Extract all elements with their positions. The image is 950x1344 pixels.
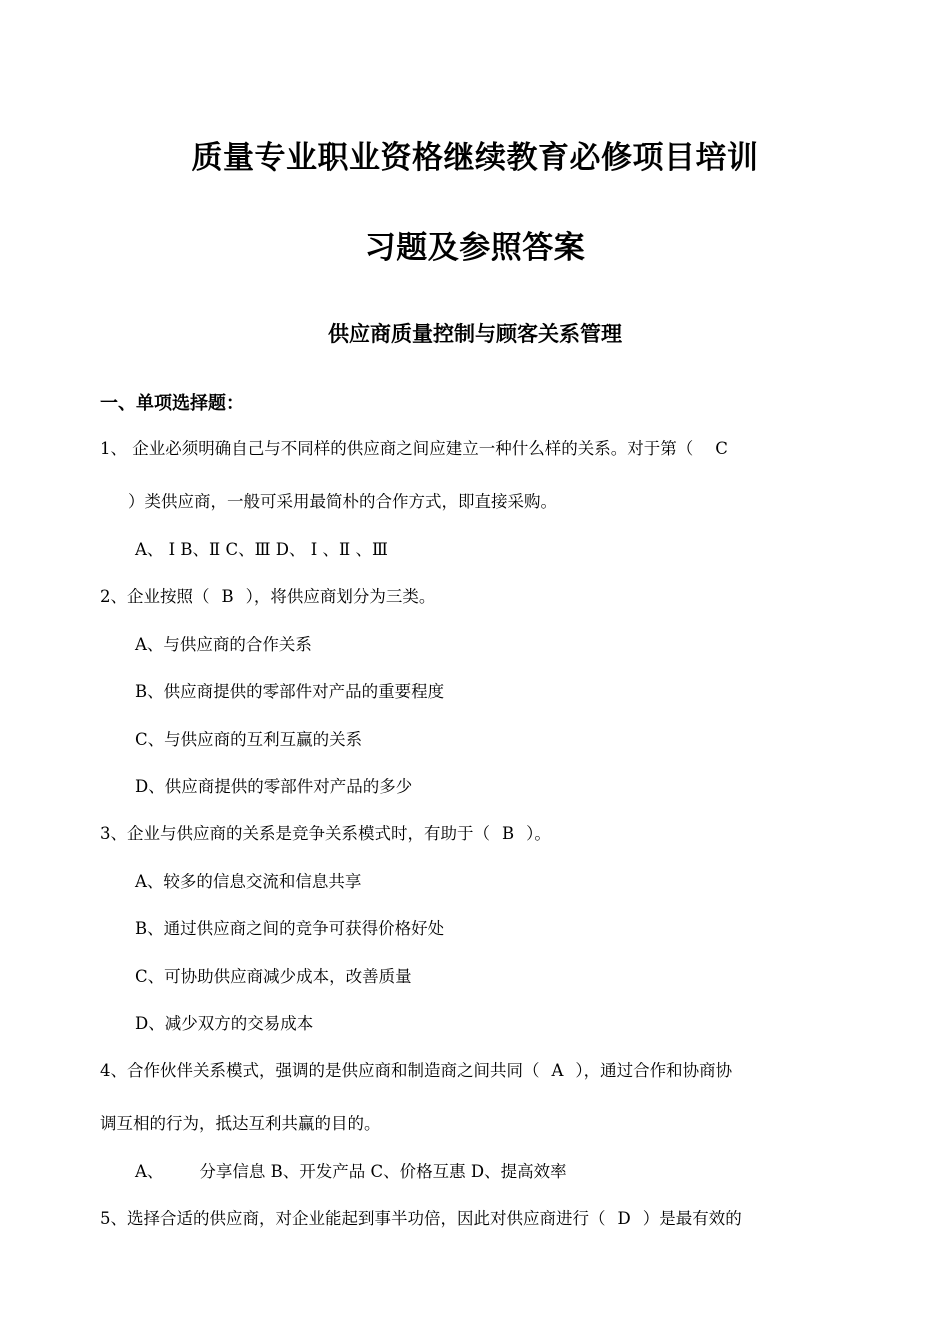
question-1-stem (100, 438, 740, 460)
question-2-stem (100, 586, 435, 608)
question-5-stem (100, 1208, 742, 1230)
question-4-stem-part-2: ），通过合作和协商协 (575, 1061, 733, 1080)
question-3-option-c: C、可协助供应商减少成本，改善质量 (135, 967, 412, 986)
question-5-stem-part-1: 5、选择合适的供应商，对企业能起到事半功倍，因此对供应商进行（ (100, 1209, 606, 1228)
question-4-options (135, 1161, 567, 1183)
question-4-option-a-label: A、 (135, 1162, 164, 1181)
question-3-stem-part-2: ）。 (526, 824, 551, 843)
question-5-answer: D (617, 1209, 631, 1228)
question-2-stem-part-2: ），将供应商划分为三类。 (245, 587, 436, 606)
question-4-options-text: 分享信息 B、开发产品 C、价格互惠 D、提高效率 (199, 1162, 567, 1181)
question-1-options: A、 Ⅰ B、Ⅱ C、Ⅲ D、 Ⅰ 、Ⅱ 、Ⅲ (135, 540, 388, 559)
question-2-option-b: B、供应商提供的零部件对产品的重要程度 (135, 682, 445, 701)
document-title-line-1: 质量专业职业资格继续教育必修项目培训 (191, 140, 759, 176)
question-3-option-a: A、较多的信息交流和信息共享 (135, 872, 362, 891)
question-4-stem-continued: 调互相的行为，抵达互利共赢的目的。 (100, 1114, 381, 1133)
question-2-option-a: A、与供应商的合作关系 (135, 635, 312, 654)
question-3-stem-part-1: 3、企业与供应商的关系是竞争关系模式时，有助于（ (100, 824, 490, 843)
question-2-option-d: D、供应商提供的零部件对产品的多少 (135, 777, 413, 796)
question-2-answer: B (221, 587, 234, 606)
question-1-stem-continued: ）类供应商，一般可采用最简朴的合作方式，即直接采购。 (128, 492, 557, 511)
question-5-stem-part-2: ）是最有效的 (642, 1209, 742, 1228)
document-title-line-2: 习题及参照答案 (364, 230, 586, 266)
question-4-stem (100, 1060, 732, 1082)
question-3-stem (100, 823, 551, 845)
question-3-answer: B (502, 824, 515, 843)
question-1-stem-part-1: 1、 企业必须明确自己与不同样的供应商之间应建立一种什么样的关系。对于第（ (100, 439, 694, 458)
section-heading: 一、单项选择题： (100, 393, 244, 414)
question-3-option-b: B、通过供应商之间的竞争可获得价格好处 (135, 919, 445, 938)
question-2-option-c: C、与供应商的互利互赢的关系 (135, 730, 363, 749)
document-subtitle: 供应商质量控制与顾客关系管理 (328, 322, 622, 346)
question-3-option-d: D、减少双方的交易成本 (135, 1014, 314, 1033)
question-1-answer: C (715, 439, 728, 458)
question-4-stem-part-1: 4、合作伙伴关系模式，强调的是供应商和制造商之间共同（ (100, 1061, 540, 1080)
question-2-stem-part-1: 2、企业按照（ (100, 587, 210, 606)
question-4-answer: A (551, 1061, 564, 1080)
